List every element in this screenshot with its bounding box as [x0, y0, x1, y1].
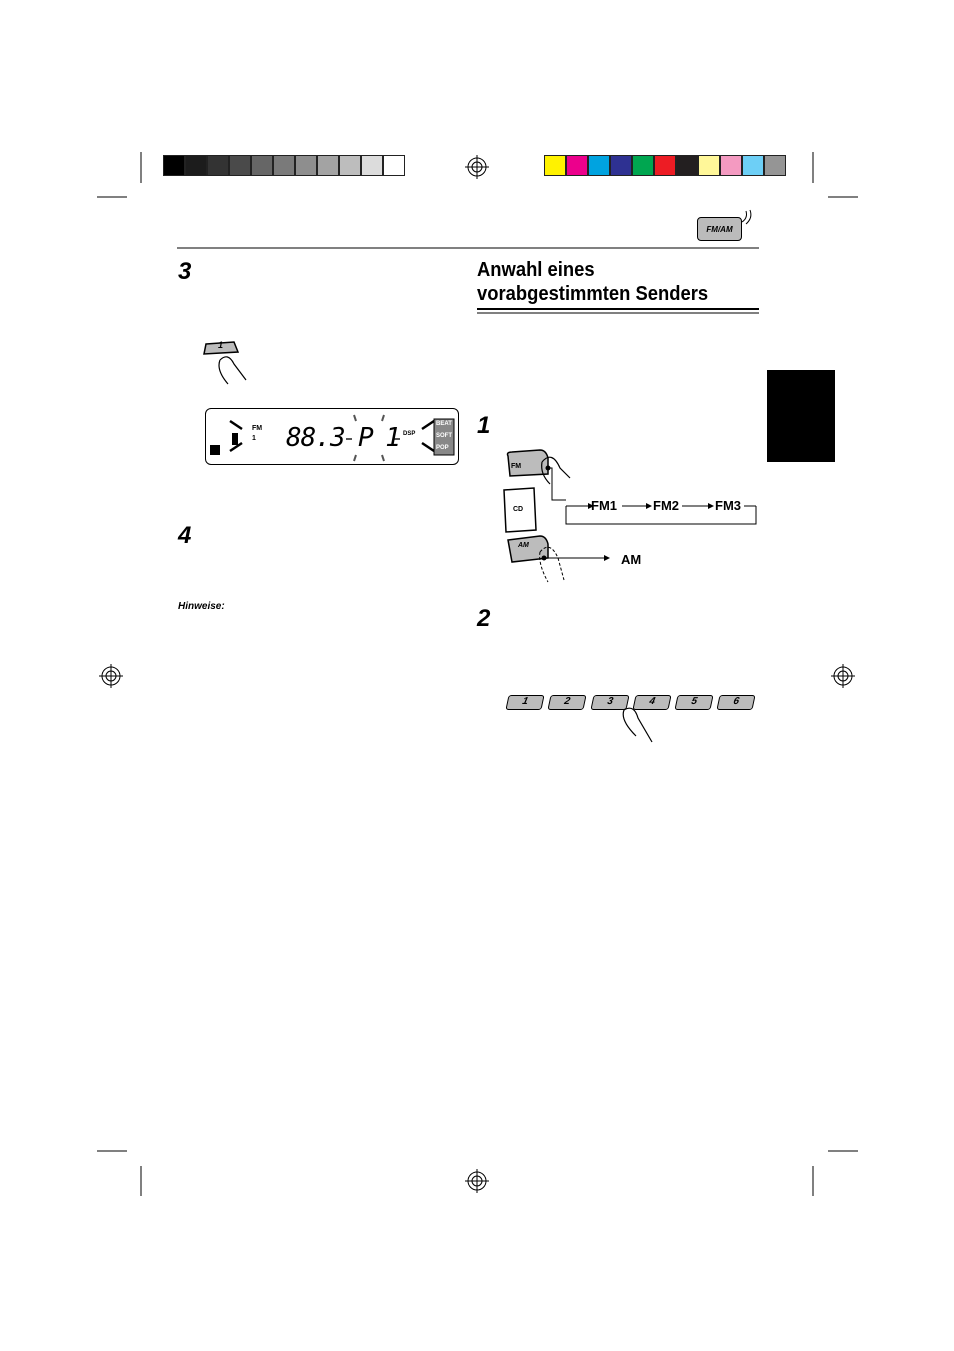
preset-button-6[interactable]: 6	[716, 695, 755, 710]
am-label: AM	[621, 552, 642, 567]
language-tab	[767, 370, 835, 462]
display-preset: P 1	[358, 423, 399, 453]
fm3-label: FM3	[715, 498, 741, 513]
fm1-label: FM1	[591, 498, 617, 513]
display-mode-beat: BEAT	[436, 421, 452, 427]
radio-display	[205, 408, 459, 465]
step-2-number: 2	[477, 605, 491, 632]
step-1-number: 1	[477, 412, 491, 439]
button-1-label: 1	[218, 340, 224, 350]
section-title	[477, 258, 708, 306]
am-button[interactable]: AM	[518, 542, 529, 549]
registration-mark-bottom	[465, 1169, 489, 1193]
button-1-press-illustration	[200, 336, 260, 388]
cd-button[interactable]: CD	[513, 506, 524, 513]
registration-mark-left	[99, 664, 123, 688]
display-mode-pop: POP	[436, 445, 449, 451]
display-mode-soft: SOFT	[436, 433, 452, 439]
registration-mark-right	[831, 664, 855, 688]
display-band: FM	[252, 425, 263, 432]
notes-label: Hinweise:	[178, 601, 225, 612]
display-dsp: DSP	[403, 431, 416, 437]
finger-press-icon	[612, 706, 662, 746]
step-4-number: 4	[178, 522, 192, 549]
step-3-number: 3	[178, 258, 192, 285]
section-title-line2: vorabgestimmten Senders	[477, 283, 709, 305]
mode-icon-label: FM/AM	[706, 224, 733, 234]
preset-button-1[interactable]: 1	[505, 695, 544, 710]
fm2-label: FM2	[653, 498, 679, 513]
fm-am-mode-icon	[697, 217, 742, 241]
preset-button-4[interactable]: 4	[632, 695, 671, 710]
preset-button-5[interactable]: 5	[674, 695, 713, 710]
display-band-number: 1	[252, 435, 256, 442]
fm-button[interactable]: FM	[511, 463, 522, 470]
preset-button-2[interactable]: 2	[547, 695, 586, 710]
signal-waves-icon	[738, 208, 758, 228]
registration-mark-top	[465, 155, 489, 179]
display-frequency: 88.3	[286, 423, 345, 453]
preset-button-3[interactable]: 3	[590, 695, 629, 710]
section-title-line1: Anwahl eines	[477, 259, 595, 281]
